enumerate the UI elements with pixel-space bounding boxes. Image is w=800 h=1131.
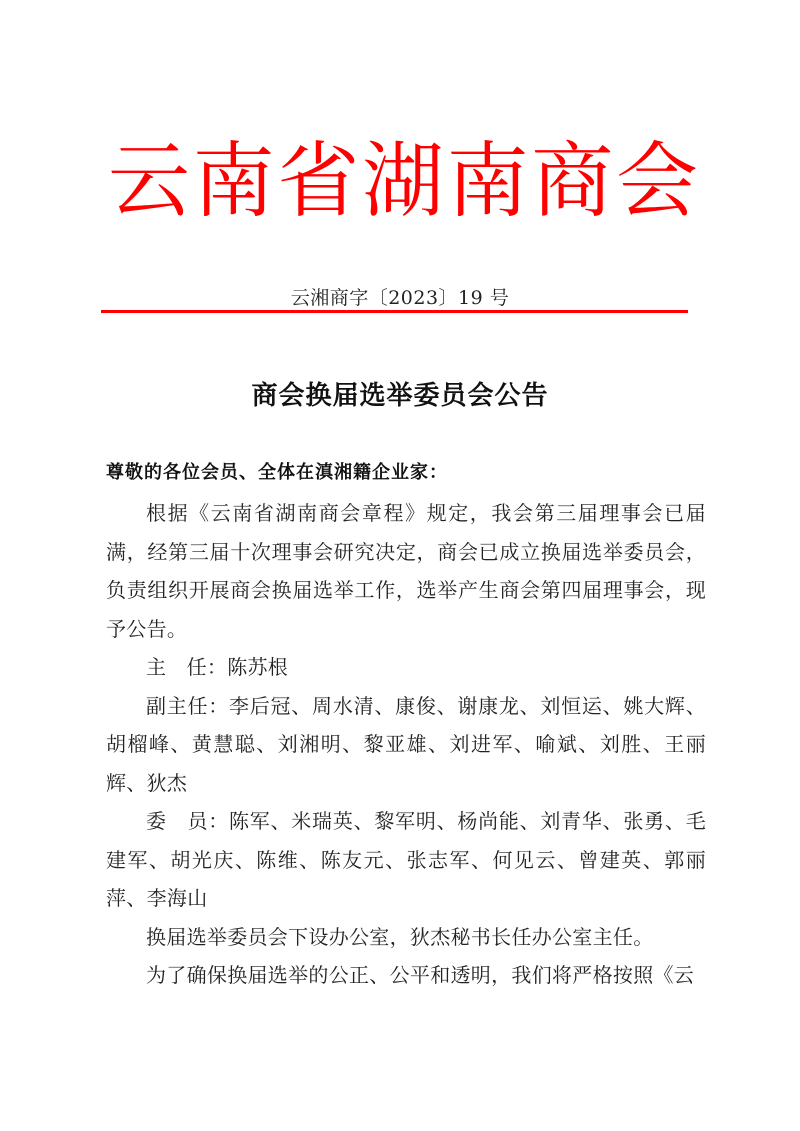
document-number: 云湘商字〔2023〕19 号 — [290, 287, 510, 309]
masthead-char: 商 — [531, 134, 614, 229]
masthead-char: 南 — [446, 134, 529, 229]
masthead-char: 南 — [192, 134, 275, 229]
masthead-char: 云 — [108, 134, 191, 229]
red-divider-line — [101, 310, 688, 313]
salutation: 尊敬的各位会员、全体在滇湘籍企业家： — [106, 462, 448, 483]
paragraph-office: 换届选举委员会下设办公室，狄杰秘书长任办公室主任。 — [146, 924, 654, 949]
masthead-char: 省 — [277, 134, 360, 229]
masthead-org-name — [108, 132, 698, 232]
document-title: 商会换届选举委员会公告 — [251, 381, 549, 411]
paragraph-intro: 根据《云南省湖南商会章程》规定，我会第三届理事会已届满，经第三届十次理事会研究决定，商会已成立换届选举委员会，负责组织开展商会换届选举工作，选举产生商会第四届理事会，现予公告。 — [106, 501, 706, 641]
paragraph-director: 主 任：陈苏根 — [146, 655, 289, 679]
paragraph-fairness: 为了确保换届选举的公正、公平和透明，我们将严格按照《云 — [146, 963, 695, 987]
masthead-char: 湖 — [361, 134, 444, 229]
paragraph-deputy-directors: 副主任：李后冠、周水清、康俊、谢康龙、刘恒运、姚大辉、胡榴峰、黄慧聪、刘湘明、黎亚雄、刘进军、喻斌、刘胜、王丽辉、狄杰 — [106, 693, 706, 795]
paragraph-members: 委 员：陈军、米瑞英、黎军明、杨尚能、刘青华、张勇、毛建军、胡光庆、陈维、陈友元、张志军、何见云、曾建英、郭丽萍、李海山 — [106, 809, 706, 910]
masthead-char: 会 — [615, 134, 698, 229]
document-body — [106, 494, 706, 995]
